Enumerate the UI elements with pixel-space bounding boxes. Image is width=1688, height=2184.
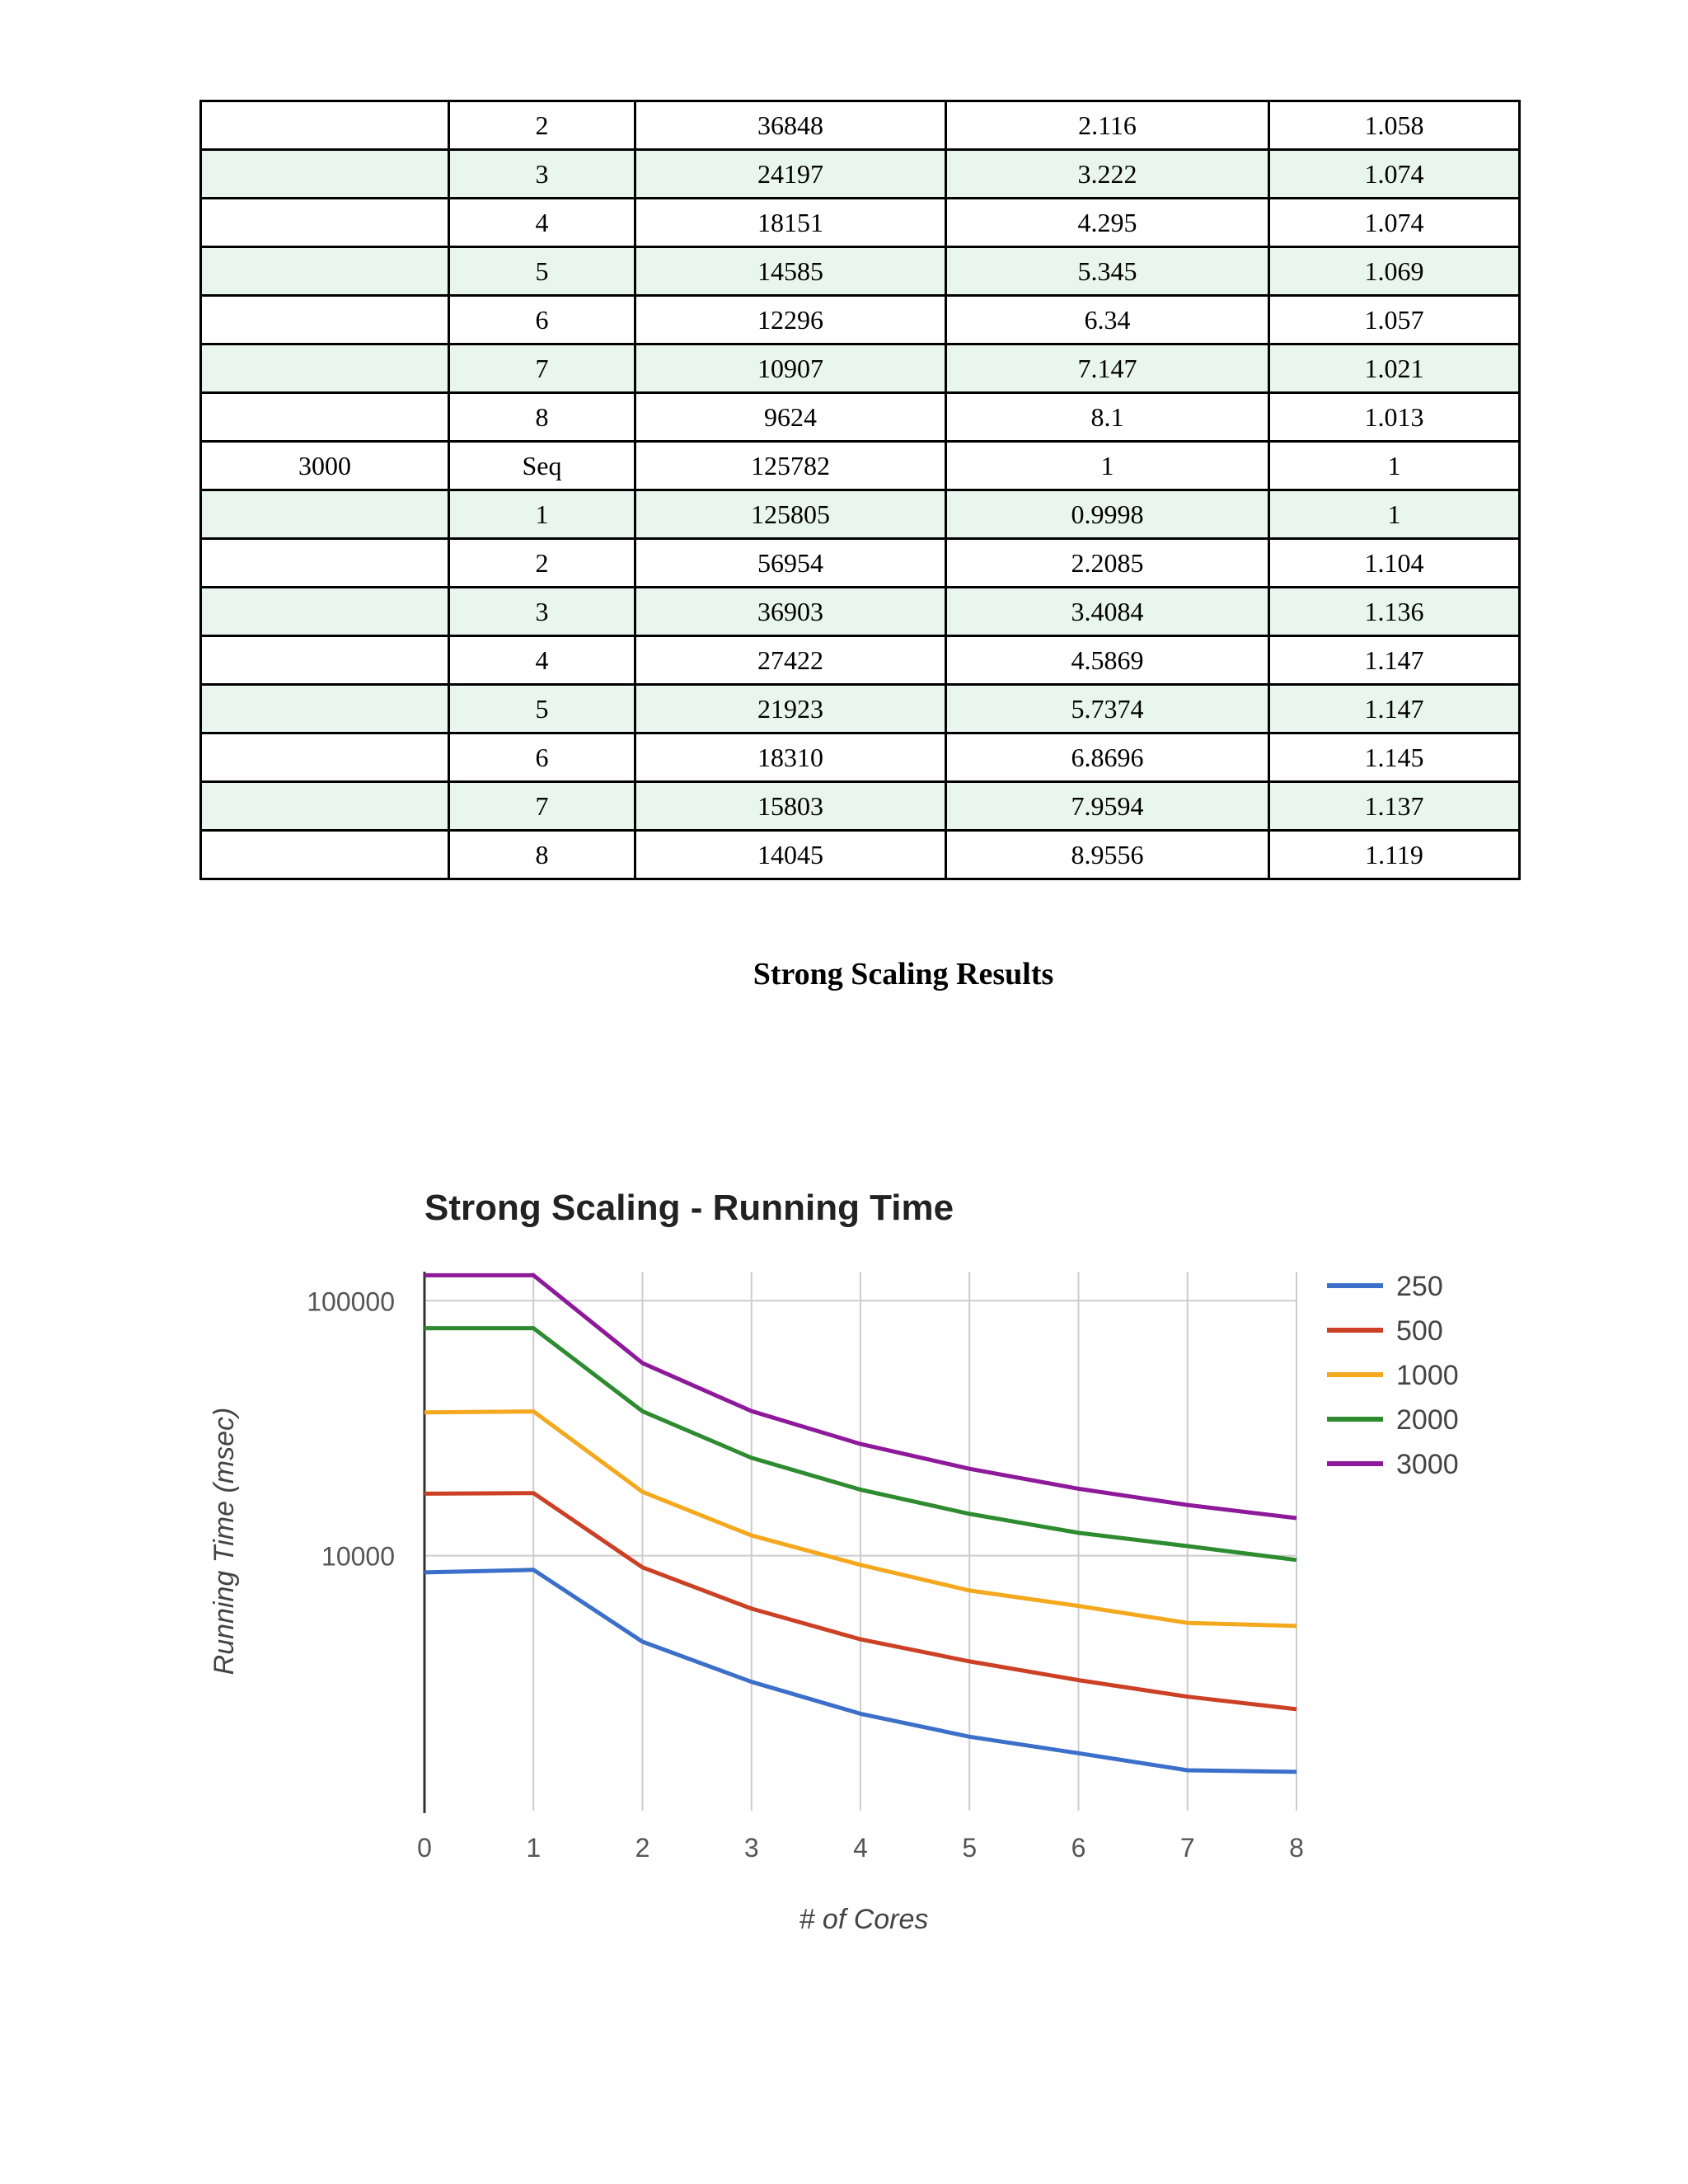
table-cell: 8 [449, 831, 635, 879]
table-cell: 4.5869 [946, 636, 1269, 685]
table-cell: 2 [449, 539, 635, 588]
table-cell: 5.7374 [946, 685, 1269, 733]
table-cell: 4 [449, 636, 635, 685]
table-cell: 18310 [635, 733, 946, 782]
table-cell: 1.147 [1269, 685, 1520, 733]
table-cell: 1.021 [1269, 344, 1520, 393]
table-cell: 4 [449, 199, 635, 247]
table-cell: 7 [449, 344, 635, 393]
table-cell: 14045 [635, 831, 946, 879]
table-cell: 18151 [635, 199, 946, 247]
table-cell: 1.074 [1269, 199, 1520, 247]
legend-label: 250 [1396, 1271, 1443, 1302]
legend-label: 1000 [1396, 1360, 1459, 1391]
table-cell: 5 [449, 247, 635, 296]
x-axis-ticks [417, 1833, 1304, 1863]
table-cell: 1 [1269, 442, 1520, 490]
table-cell: 6 [449, 733, 635, 782]
table-cell: 8 [449, 393, 635, 442]
x-tick-label: 5 [962, 1833, 978, 1863]
y-tick-label: 100000 [307, 1286, 395, 1317]
table-cell: 2 [449, 101, 635, 150]
table-cell: 3.4084 [946, 588, 1269, 636]
table-cell: 1 [1269, 490, 1520, 539]
x-tick-label: 7 [1179, 1833, 1195, 1863]
chart-grid [424, 1272, 1296, 1811]
table-cell: 3 [449, 588, 635, 636]
x-tick-label: 1 [526, 1833, 542, 1863]
table-cell: 36903 [635, 588, 946, 636]
table-cell: 7 [449, 782, 635, 831]
table-cell: 27422 [635, 636, 946, 685]
table-cell: 1.058 [1269, 101, 1520, 150]
table-cell: 125782 [635, 442, 946, 490]
x-tick-label: 3 [743, 1833, 759, 1863]
x-tick-label: 2 [635, 1833, 650, 1863]
table-cell: 1.145 [1269, 733, 1520, 782]
table-cell: 14585 [635, 247, 946, 296]
table-cell: 125805 [635, 490, 946, 539]
legend-label: 3000 [1396, 1449, 1459, 1480]
table-cell: 9624 [635, 393, 946, 442]
table-cell: 7.9594 [946, 782, 1269, 831]
table-cell: Seq [449, 442, 635, 490]
table-cell: 8.9556 [946, 831, 1269, 879]
table-cell: 1.104 [1269, 539, 1520, 588]
table-cell: 3000 [201, 442, 449, 490]
table-cell: 6 [449, 296, 635, 344]
table-cell: 1.069 [1269, 247, 1520, 296]
table-cell: 1.119 [1269, 831, 1520, 879]
table-cell: 36848 [635, 101, 946, 150]
table-cell: 8.1 [946, 393, 1269, 442]
table-cell: 1 [449, 490, 635, 539]
x-tick-label: 8 [1289, 1833, 1304, 1863]
table-cell: 6.8696 [946, 733, 1269, 782]
x-tick-label: 4 [853, 1833, 868, 1863]
table-cell: 1.074 [1269, 150, 1520, 199]
legend-label: 2000 [1396, 1404, 1459, 1436]
table-cell: 2.116 [946, 101, 1269, 150]
table-cell: 12296 [635, 296, 946, 344]
table-cell: 5 [449, 685, 635, 733]
x-axis-label: # of Cores [799, 1904, 929, 1935]
legend-label: 500 [1396, 1315, 1443, 1347]
table-cell: 1.136 [1269, 588, 1520, 636]
table-caption: Strong Scaling Results [753, 957, 1054, 991]
table-cell: 0.9998 [946, 490, 1269, 539]
table-cell: 1.137 [1269, 782, 1520, 831]
table-cell: 56954 [635, 539, 946, 588]
table-cell: 1.057 [1269, 296, 1520, 344]
table-cell: 2.2085 [946, 539, 1269, 588]
table-cell: 4.295 [946, 199, 1269, 247]
table-cell: 1.013 [1269, 393, 1520, 442]
y-axis-ticks [307, 1286, 395, 1571]
y-axis-label: Running Time (msec) [209, 1407, 240, 1675]
table-cell: 6.34 [946, 296, 1269, 344]
chart-legend [1327, 1271, 1459, 1480]
table-cell: 10907 [635, 344, 946, 393]
x-tick-label: 6 [1071, 1833, 1086, 1863]
chart-title: Strong Scaling - Running Time [424, 1188, 954, 1228]
table-cell: 21923 [635, 685, 946, 733]
table-cell: 1.147 [1269, 636, 1520, 685]
table-cell: 15803 [635, 782, 946, 831]
table-cell: 7.147 [946, 344, 1269, 393]
y-tick-label: 10000 [321, 1541, 395, 1572]
table-cell: 24197 [635, 150, 946, 199]
x-tick-label: 0 [417, 1833, 432, 1863]
table-cell: 3 [449, 150, 635, 199]
table-cell: 5.345 [946, 247, 1269, 296]
table-cell: 3.222 [946, 150, 1269, 199]
table-cell: 1 [946, 442, 1269, 490]
